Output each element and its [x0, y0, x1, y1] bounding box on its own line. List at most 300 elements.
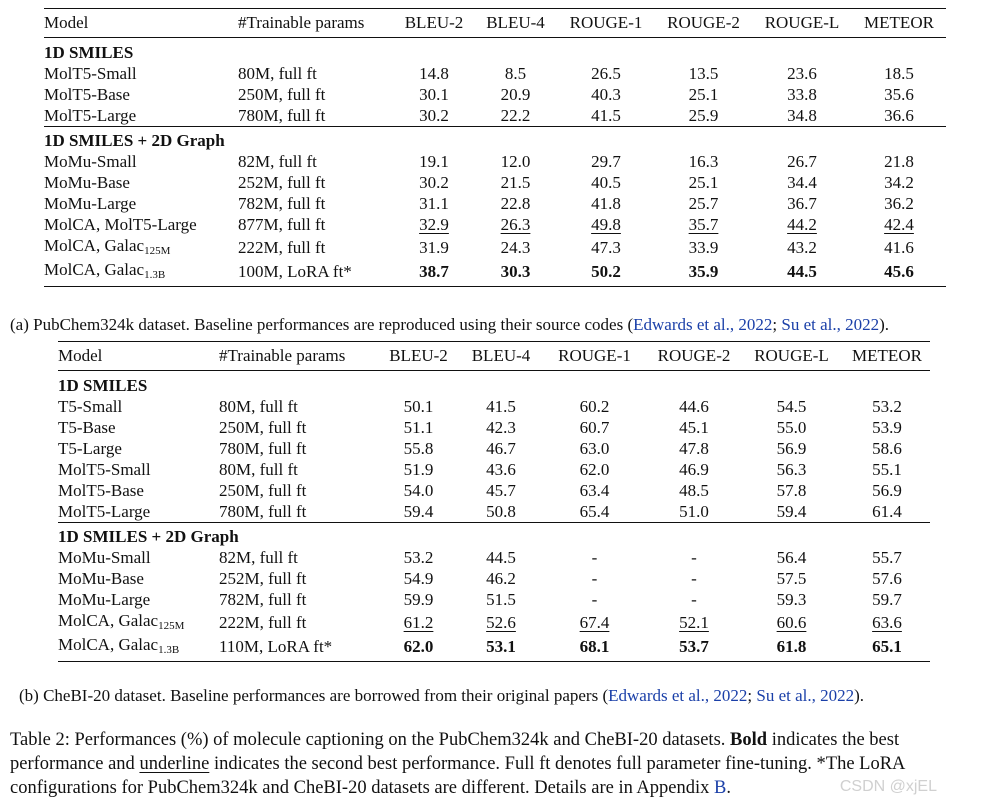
metric-value: 50.8: [486, 502, 516, 521]
metric-cell: [649, 547, 739, 568]
metric-value: 22.8: [500, 194, 531, 213]
metric-value: 41.5: [486, 397, 516, 416]
table-row: [58, 501, 930, 523]
model-name: MolT5-Base: [58, 481, 144, 500]
section-header-row: [58, 371, 930, 397]
model-cell: [58, 438, 219, 459]
metric-value: 55.1: [872, 460, 902, 479]
metric-cell: [474, 259, 557, 287]
column-header: #Trainable params: [219, 342, 375, 371]
metric-cell: [375, 547, 462, 568]
metric-cell: [649, 568, 739, 589]
metric-cell: [739, 547, 844, 568]
metric-value: 25.7: [688, 194, 719, 213]
model-cell: [58, 459, 219, 480]
metric-cell: [649, 417, 739, 438]
metric-value: 67.4: [579, 612, 610, 632]
table-caption-part3: indicates the second best performance. Full ft denotes full parameter fine-tuning. *The LoRA configurations for PubChem324k and CheBI-20 datasets are different. Details are in Appendix: [10, 754, 905, 798]
model-name: MoMu-Base: [44, 173, 130, 192]
metric-cell: [557, 84, 655, 105]
metric-value: 23.6: [787, 64, 817, 83]
model-size-subscript: 1.3B: [158, 644, 180, 656]
metric-cell: [375, 417, 462, 438]
params-cell: 780M, full ft: [219, 439, 307, 458]
table-row: [44, 105, 946, 127]
metric-cell: [739, 459, 844, 480]
metric-value: 62.0: [579, 460, 610, 479]
header-row: [58, 342, 930, 371]
metric-value: 58.6: [872, 439, 902, 458]
metric-value: 30.3: [500, 261, 531, 281]
metric-value: 41.8: [591, 194, 621, 213]
metric-cell: [739, 396, 844, 417]
metric-cell: [844, 610, 930, 634]
table-b-block: [58, 341, 930, 662]
metric-cell: [852, 84, 946, 105]
metric-cell: [462, 589, 540, 610]
metric-value: 53.7: [679, 636, 709, 656]
metric-cell: [474, 105, 557, 127]
params-cell: 82M, full ft: [219, 548, 298, 567]
metric-value: 36.7: [787, 194, 817, 213]
caption-a-cite-edwards[interactable]: Edwards et al., 2022: [633, 315, 773, 334]
metric-cell: [394, 235, 474, 259]
params-cell: 780M, full ft: [219, 502, 307, 521]
metric-value: 51.1: [403, 418, 434, 437]
metric-value: 19.1: [419, 152, 449, 171]
header-row: [44, 9, 946, 38]
params-cell: 222M, full ft: [238, 237, 326, 257]
table-row: [58, 547, 930, 568]
model-cell: [44, 105, 238, 127]
metric-value: 16.3: [688, 152, 719, 171]
metric-cell: [557, 63, 655, 84]
model-name: T5-Large: [58, 439, 122, 458]
table-row: [58, 589, 930, 610]
section-title: 1D SMILES + 2D Graph: [58, 523, 930, 548]
metric-cell: [655, 193, 752, 214]
metric-value: 42.4: [884, 215, 914, 234]
model-cell: [44, 63, 238, 84]
metric-value: 30.2: [419, 173, 449, 192]
metric-cell: [474, 63, 557, 84]
model-cell: [58, 568, 219, 589]
metric-value: 51.9: [403, 460, 434, 479]
metric-value: 68.1: [579, 636, 610, 656]
metric-value: 56.4: [776, 548, 807, 567]
metric-cell: [852, 259, 946, 287]
model-name: T5-Base: [58, 418, 116, 437]
metric-cell: [844, 634, 930, 662]
table-caption-part2: indicates the best performance and: [10, 730, 900, 774]
caption-a-suffix: ).: [879, 315, 890, 334]
metric-value: 18.5: [884, 64, 914, 83]
model-name: MolT5-Small: [44, 64, 137, 83]
metric-value: 35.7: [688, 215, 719, 234]
metric-value: 35.9: [688, 261, 719, 281]
metric-cell: [540, 396, 649, 417]
metric-cell: [852, 105, 946, 127]
metric-cell: [844, 480, 930, 501]
metric-cell: [844, 547, 930, 568]
model-cell: [44, 172, 238, 193]
metric-cell: [739, 634, 844, 662]
metric-cell: [462, 459, 540, 480]
params-cell: 252M, full ft: [238, 173, 326, 192]
column-header: ROUGE-L: [739, 342, 844, 371]
metric-value: 57.5: [776, 569, 807, 588]
model-name: MolT5-Small: [58, 460, 151, 479]
table-row: [44, 259, 946, 287]
metric-cell: [375, 396, 462, 417]
section-title: 1D SMILES: [58, 376, 148, 395]
metric-value: 20.9: [500, 85, 531, 104]
table-caption-part1: Table 2: Performances (%) of molecule captioning on the PubChem324k and CheBI-20 datasets.: [10, 730, 731, 750]
metric-cell: [394, 193, 474, 214]
metric-value: 61.4: [872, 502, 902, 521]
metric-value: 46.7: [486, 439, 516, 458]
table-row: [44, 214, 946, 235]
metric-value: 56.3: [776, 460, 807, 479]
metric-cell: [739, 417, 844, 438]
model-name: MolT5-Large: [58, 502, 151, 521]
watermark: CSDN @xjEL: [839, 778, 937, 795]
metric-value: 65.1: [872, 636, 902, 656]
metric-value: 14.8: [419, 64, 449, 83]
params-cell: 80M, full ft: [219, 460, 298, 479]
model-cell: [58, 396, 219, 417]
metric-cell: [844, 459, 930, 480]
metric-value: 36.2: [884, 194, 914, 213]
metric-cell: [462, 568, 540, 589]
column-header: METEOR: [844, 342, 930, 371]
metric-cell: [557, 259, 655, 287]
column-header: ROUGE-2: [649, 342, 739, 371]
metric-cell: [752, 235, 852, 259]
column-header: #Trainable params: [238, 9, 394, 38]
model-cell: [58, 547, 219, 568]
metric-cell: [739, 568, 844, 589]
section-header-row: [44, 38, 946, 64]
metric-value: 36.6: [884, 106, 914, 125]
metric-value: 12.0: [500, 152, 531, 171]
model-cell: [58, 417, 219, 438]
metric-cell: [655, 235, 752, 259]
metric-cell: [649, 589, 739, 610]
metric-value: 21.8: [884, 152, 914, 171]
section-title: 1D SMILES: [44, 43, 134, 62]
metric-value: 47.3: [591, 237, 621, 257]
metric-cell: [752, 193, 852, 214]
metric-cell: [655, 172, 752, 193]
column-header: ROUGE-2: [655, 9, 752, 38]
model-name: MolCA, Galac: [44, 236, 145, 255]
metric-value: 65.4: [579, 502, 610, 521]
metric-value: 47.8: [679, 439, 709, 458]
table-row: [58, 438, 930, 459]
metric-cell: [540, 438, 649, 459]
table-row: [58, 480, 930, 501]
metric-value: -: [591, 548, 598, 567]
metric-value: 25.1: [688, 173, 719, 192]
table-a: [44, 8, 946, 287]
metric-cell: [474, 214, 557, 235]
metric-value: 13.5: [688, 64, 719, 83]
metric-cell: [557, 172, 655, 193]
column-header: ROUGE-1: [557, 9, 655, 38]
metric-cell: [394, 172, 474, 193]
metric-value: 63.0: [579, 439, 610, 458]
metric-value: 60.7: [579, 418, 610, 437]
model-cell: [58, 634, 219, 662]
section-title: 1D SMILES + 2D Graph: [44, 127, 946, 152]
metric-cell: [375, 568, 462, 589]
metric-value: 44.5: [486, 548, 516, 567]
caption-b-cite-su[interactable]: Su et al., 2022: [756, 686, 855, 705]
metric-value: -: [691, 548, 697, 567]
table-caption-part4: .: [726, 778, 731, 798]
metric-cell: [462, 501, 540, 523]
metric-value: 60.6: [776, 612, 807, 632]
table-b-caption: [19, 685, 979, 706]
metric-cell: [394, 151, 474, 172]
metric-value: 44.6: [679, 397, 709, 416]
metric-cell: [852, 214, 946, 235]
params-cell: 877M, full ft: [238, 215, 326, 234]
metric-value: 60.2: [579, 397, 610, 416]
caption-a-prefix: (a) PubChem324k dataset. Baseline performances are reproduced using their source codes (: [10, 315, 634, 334]
metric-cell: [844, 501, 930, 523]
table-row: [58, 417, 930, 438]
params-cell: 250M, full ft: [238, 85, 326, 104]
metric-value: 53.1: [486, 636, 516, 656]
metric-cell: [844, 396, 930, 417]
metric-value: 43.6: [486, 460, 516, 479]
metric-value: 45.7: [486, 481, 516, 500]
metric-value: 63.6: [872, 612, 902, 632]
column-header: BLEU-2: [375, 342, 462, 371]
metric-value: 25.1: [688, 85, 719, 104]
metric-value: 26.5: [591, 64, 621, 83]
metric-cell: [557, 235, 655, 259]
model-cell: [44, 193, 238, 214]
table-row: [58, 396, 930, 417]
metric-value: 54.9: [403, 569, 434, 588]
section-header-row: [44, 127, 946, 152]
metric-value: 61.8: [776, 636, 807, 656]
metric-value: 44.2: [787, 215, 817, 234]
table-row: [44, 193, 946, 214]
metric-cell: [394, 105, 474, 127]
metric-value: -: [691, 569, 697, 588]
model-cell: [58, 501, 219, 523]
metric-cell: [540, 634, 649, 662]
metric-cell: [852, 172, 946, 193]
metric-value: 43.2: [787, 237, 817, 257]
metric-value: 50.2: [591, 261, 621, 281]
metric-value: 30.2: [419, 106, 449, 125]
metric-value: 34.8: [787, 106, 817, 125]
table-row: [44, 63, 946, 84]
appendix-link[interactable]: B: [714, 778, 727, 798]
metric-value: 40.5: [591, 173, 621, 192]
metric-cell: [649, 610, 739, 634]
column-header: METEOR: [852, 9, 946, 38]
metric-value: 59.3: [776, 590, 807, 609]
params-cell: 782M, full ft: [219, 590, 307, 609]
metric-cell: [540, 589, 649, 610]
column-header: BLEU-4: [462, 342, 540, 371]
metric-cell: [649, 459, 739, 480]
metric-cell: [540, 501, 649, 523]
metric-value: 51.0: [679, 502, 709, 521]
metric-cell: [375, 610, 462, 634]
metric-cell: [462, 396, 540, 417]
metric-cell: [375, 438, 462, 459]
table-row: [44, 235, 946, 259]
metric-cell: [752, 151, 852, 172]
metric-value: 55.7: [872, 548, 902, 567]
metric-value: 34.2: [884, 173, 914, 192]
metric-value: 33.9: [688, 237, 719, 257]
metric-cell: [655, 84, 752, 105]
metric-cell: [375, 589, 462, 610]
metric-value: 53.2: [872, 397, 902, 416]
metric-cell: [655, 63, 752, 84]
metric-value: 35.6: [884, 85, 914, 104]
metric-cell: [655, 151, 752, 172]
column-header: Model: [58, 342, 219, 371]
metric-value: 57.8: [776, 481, 807, 500]
metric-cell: [557, 151, 655, 172]
metric-value: 48.5: [679, 481, 709, 500]
metric-value: 26.7: [787, 152, 817, 171]
metric-value: 61.2: [403, 612, 434, 632]
column-header: ROUGE-1: [540, 342, 649, 371]
metric-value: 50.1: [403, 397, 434, 416]
table-row: [58, 634, 930, 662]
table-row: [58, 459, 930, 480]
params-cell: 80M, full ft: [238, 64, 317, 83]
metric-value: 57.6: [872, 569, 902, 588]
metric-cell: [474, 84, 557, 105]
metric-cell: [649, 634, 739, 662]
metric-cell: [852, 193, 946, 214]
metric-cell: [649, 501, 739, 523]
metric-cell: [394, 214, 474, 235]
model-size-subscript: 125M: [158, 620, 185, 632]
metric-cell: [557, 214, 655, 235]
model-name: MolT5-Large: [44, 106, 137, 125]
model-cell: [44, 235, 238, 259]
metric-cell: [852, 151, 946, 172]
metric-value: 54.0: [403, 481, 434, 500]
metric-cell: [462, 547, 540, 568]
model-name: T5-Small: [58, 397, 123, 416]
metric-value: 55.8: [403, 439, 434, 458]
metric-cell: [752, 105, 852, 127]
metric-value: 8.5: [504, 64, 527, 83]
metric-cell: [540, 459, 649, 480]
table-main-caption: [10, 728, 978, 800]
metric-value: 52.1: [679, 612, 709, 632]
metric-value: 31.9: [419, 237, 449, 257]
column-header: BLEU-4: [474, 9, 557, 38]
metric-value: 30.1: [419, 85, 449, 104]
metric-cell: [540, 480, 649, 501]
metric-cell: [462, 417, 540, 438]
params-cell: 252M, full ft: [219, 569, 307, 588]
metric-value: 41.5: [591, 106, 621, 125]
caption-b-sep: ;: [747, 686, 757, 705]
metric-value: 24.3: [500, 237, 531, 257]
metric-cell: [649, 480, 739, 501]
metric-cell: [752, 172, 852, 193]
metric-cell: [844, 417, 930, 438]
metric-value: 52.6: [486, 612, 516, 632]
metric-value: 32.9: [419, 215, 449, 234]
metric-value: 53.9: [872, 418, 902, 437]
metric-cell: [540, 417, 649, 438]
metric-cell: [394, 259, 474, 287]
model-name: MoMu-Small: [44, 152, 137, 171]
model-size-subscript: 1.3B: [144, 269, 166, 281]
metric-value: 40.3: [591, 85, 621, 104]
metric-cell: [649, 396, 739, 417]
metric-value: 55.0: [776, 418, 807, 437]
caption-a-cite-su[interactable]: Su et al., 2022: [781, 315, 880, 334]
metric-cell: [852, 63, 946, 84]
caption-a-sep: ;: [772, 315, 782, 334]
model-size-subscript: 125M: [144, 245, 171, 257]
metric-value: 21.5: [500, 173, 531, 192]
table-b: [58, 341, 930, 662]
model-name: MoMu-Large: [44, 194, 137, 213]
model-cell: [44, 151, 238, 172]
metric-cell: [557, 193, 655, 214]
metric-cell: [655, 105, 752, 127]
params-cell: 250M, full ft: [219, 481, 307, 500]
model-cell: [58, 480, 219, 501]
metric-value: 25.9: [688, 106, 719, 125]
table-a-caption: [10, 314, 980, 335]
metric-cell: [739, 501, 844, 523]
metric-value: 29.7: [591, 152, 621, 171]
metric-cell: [375, 459, 462, 480]
metric-cell: [394, 63, 474, 84]
model-name: MolCA, MolT5-Large: [44, 215, 197, 234]
params-cell: 780M, full ft: [238, 106, 326, 125]
metric-cell: [375, 501, 462, 523]
table-row: [58, 610, 930, 634]
metric-cell: [394, 84, 474, 105]
metric-cell: [474, 172, 557, 193]
metric-value: -: [591, 569, 598, 588]
metric-value: 44.5: [787, 261, 817, 281]
metric-cell: [752, 214, 852, 235]
caption-b-suffix: ).: [854, 686, 865, 705]
model-cell: [44, 84, 238, 105]
metric-cell: [540, 568, 649, 589]
metric-cell: [739, 438, 844, 459]
caption-b-cite-edwards[interactable]: Edwards et al., 2022: [608, 686, 748, 705]
metric-cell: [844, 589, 930, 610]
metric-value: -: [591, 590, 598, 609]
metric-value: 59.9: [403, 590, 434, 609]
params-cell: 110M, LoRA ft*: [219, 634, 375, 662]
metric-cell: [852, 235, 946, 259]
metric-cell: [844, 438, 930, 459]
